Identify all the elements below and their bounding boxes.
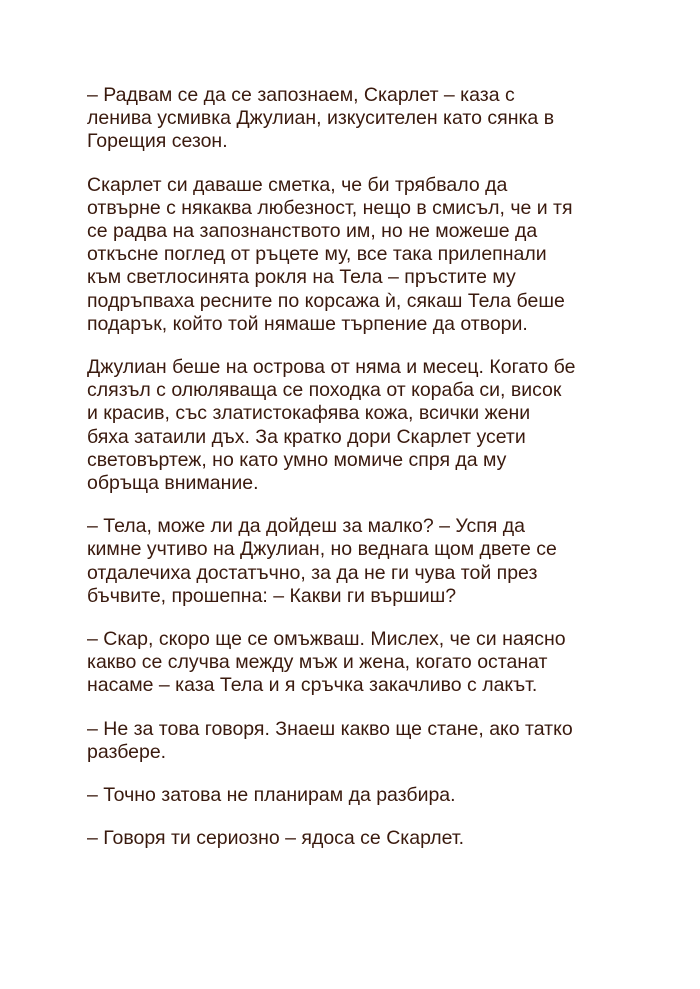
text-line: световъртеж, но като умно момиче спря да му xyxy=(87,448,507,471)
page-body-text xyxy=(87,84,627,870)
text-line: отдалечиха достатъчно, за да не ги чува той през xyxy=(87,561,538,584)
text-line: слязъл с олюляваща се походка от кораба си, висок xyxy=(87,379,562,402)
text-line: – Тела, може ли да дойдеш за малко? – Успя да xyxy=(87,515,525,538)
paragraph xyxy=(87,718,627,764)
text-line: – Не за това говоря. Знаеш какво ще стане, ако татко xyxy=(87,717,573,740)
text-line: и красив, със златистокафява кожа, всички жени xyxy=(87,402,531,425)
paragraph xyxy=(87,356,627,495)
text-line: насаме – каза Тела и я сръчка закачливо с лакът. xyxy=(87,674,538,697)
paragraph xyxy=(87,84,627,154)
paragraph xyxy=(87,628,627,698)
text-line: към светлосинята рокля на Тела – пръстите му xyxy=(87,266,516,289)
text-line: Джулиан беше на острова от няма и месец. Когато бе xyxy=(87,356,576,379)
text-line: – Говоря ти сериозно – ядоса се Скарлет. xyxy=(87,827,465,850)
paragraph xyxy=(87,515,627,608)
text-line: – Скар, скоро ще се омъжваш. Мислех, че си наясно xyxy=(87,628,566,651)
text-line: какво се случва между мъж и жена, когато останат xyxy=(87,651,548,674)
paragraph xyxy=(87,784,627,807)
text-line: бяха затаили дъх. За кратко дори Скарлет усети xyxy=(87,425,526,448)
text-line: подръпваха ресните по корсажа ѝ, сякаш Тела беше xyxy=(87,289,565,312)
text-line: обръща внимание. xyxy=(87,472,259,495)
text-line: подарък, който той нямаше търпение да отвори. xyxy=(87,312,528,335)
text-line: кимне учтиво на Джулиан, но веднага щом двете се xyxy=(87,538,557,561)
text-line: ленива усмивка Джулиан, изкусителен като сянка в xyxy=(87,107,555,130)
paragraph xyxy=(87,174,627,336)
text-line: бъчвите, прошепна: – Какви ги вършиш? xyxy=(87,584,457,607)
paragraph xyxy=(87,827,627,850)
text-line: откъсне поглед от ръцете му, все така прилепнали xyxy=(87,243,547,266)
text-line: Скарлет си даваше сметка, че би трябвало да xyxy=(87,173,508,196)
text-line: – Точно затова не планирам да разбира. xyxy=(87,784,456,807)
text-line: отвърне с някаква любезност, нещо в смисъл, че и тя xyxy=(87,196,573,219)
text-line: се радва на запознанството им, но не можеше да xyxy=(87,220,538,243)
text-line: Горещия сезон. xyxy=(87,130,228,153)
text-line: разбере. xyxy=(87,740,167,763)
text-line: – Радвам се да се запознаем, Скарлет – каза с xyxy=(87,84,515,106)
